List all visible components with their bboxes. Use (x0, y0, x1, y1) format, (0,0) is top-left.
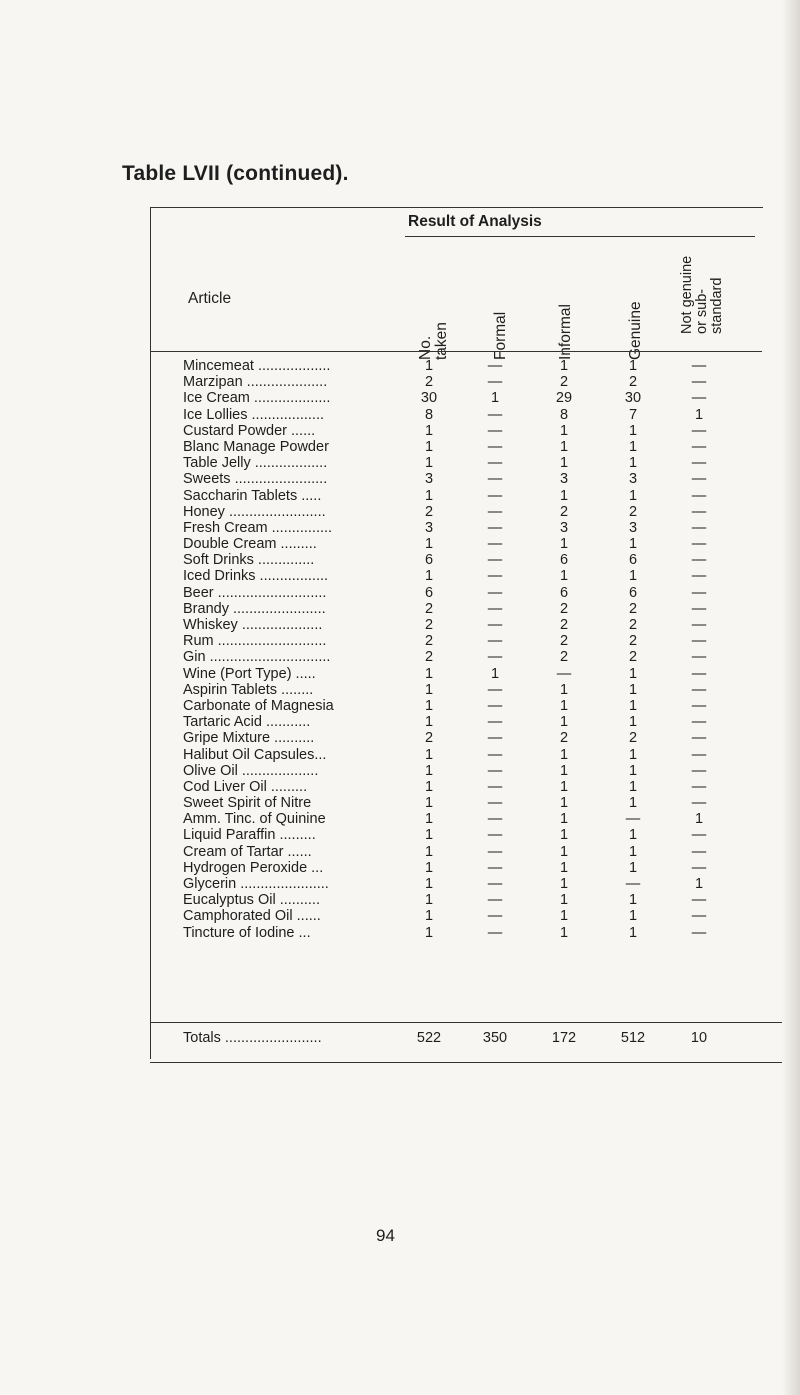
cell-formal: — (487, 584, 503, 601)
cell-formal: — (487, 795, 503, 812)
cell-informal: 1 (559, 811, 569, 828)
table-row (183, 698, 763, 714)
cell-formal: — (487, 358, 503, 374)
cell-genuine: 1 (628, 908, 638, 925)
article-name: Camphorated Oil ...... (183, 908, 321, 925)
table-row (183, 374, 763, 390)
totals-taken: 522 (416, 1030, 442, 1046)
cell-taken: 1 (424, 714, 434, 731)
article-name: Fresh Cream ............... (183, 519, 333, 536)
article-name: Blanc Manage Powder (183, 438, 329, 455)
cell-genuine: 1 (628, 892, 638, 909)
cell-genuine: 3 (628, 519, 638, 536)
totals-rule (150, 1022, 782, 1023)
cell-formal: — (487, 762, 503, 779)
totals-formal: 350 (482, 1030, 508, 1046)
table-row (183, 925, 763, 941)
cell-informal: 3 (559, 471, 569, 488)
table-row (183, 795, 763, 811)
cell-taken: 6 (424, 552, 434, 569)
cell-taken: 1 (424, 908, 434, 925)
cell-not-genuine: — (691, 584, 707, 601)
article-name: Hydrogen Peroxide ... (183, 859, 324, 876)
table-row (183, 585, 763, 601)
cell-informal: 1 (559, 714, 569, 731)
cell-informal: 2 (559, 617, 569, 633)
cell-informal: 1 (559, 843, 569, 860)
table-body (183, 358, 763, 941)
table-row (183, 649, 763, 665)
cell-formal: — (487, 649, 503, 666)
totals-not-genuine: 10 (690, 1030, 708, 1046)
cell-taken: 2 (424, 374, 434, 391)
table-row (183, 568, 763, 584)
cell-taken: 1 (424, 697, 434, 714)
table-row (183, 860, 763, 876)
cell-not-genuine: — (691, 649, 707, 666)
cell-not-genuine: — (691, 795, 707, 812)
cell-taken: 1 (424, 843, 434, 860)
cell-formal: — (487, 503, 503, 520)
table-row (183, 730, 763, 746)
cell-not-genuine: — (691, 843, 707, 860)
table-row (183, 439, 763, 455)
cell-informal: 1 (559, 924, 569, 941)
cell-informal: 1 (559, 762, 569, 779)
table-row (183, 488, 763, 504)
header-rule (150, 351, 762, 352)
cell-taken: 2 (424, 617, 434, 633)
cell-genuine: 1 (628, 487, 638, 504)
cell-informal: 1 (559, 438, 569, 455)
cell-not-genuine: — (691, 697, 707, 714)
article-name: Table Jelly .................. (183, 455, 328, 472)
cell-taken: 1 (424, 778, 434, 795)
cell-formal: — (487, 778, 503, 795)
cell-not-genuine: — (691, 859, 707, 876)
cell-not-genuine: 1 (694, 811, 704, 828)
cell-not-genuine: — (691, 552, 707, 569)
article-name: Brandy ....................... (183, 600, 326, 617)
cell-genuine: 2 (628, 374, 638, 391)
cell-genuine: 6 (628, 584, 638, 601)
article-name: Ice Lollies .................. (183, 406, 325, 423)
table-row (183, 504, 763, 520)
table-row (183, 601, 763, 617)
cell-taken: 1 (424, 795, 434, 812)
cell-taken: 2 (424, 649, 434, 666)
cell-formal: — (487, 422, 503, 439)
cell-genuine: 7 (628, 406, 638, 423)
cell-taken: 3 (424, 471, 434, 488)
cell-taken: 2 (424, 503, 434, 520)
cell-formal: — (487, 908, 503, 925)
cell-taken: 1 (424, 536, 434, 553)
totals-informal: 172 (551, 1030, 577, 1046)
cell-informal: 1 (559, 536, 569, 553)
cell-formal: — (487, 487, 503, 504)
cell-not-genuine: — (691, 924, 707, 941)
page-edge-shadow (782, 0, 800, 1395)
cell-genuine: 1 (628, 455, 638, 472)
cell-informal: 1 (559, 697, 569, 714)
cell-genuine: 1 (628, 681, 638, 698)
table-row (183, 455, 763, 471)
cell-not-genuine: — (691, 746, 707, 763)
cell-informal: 2 (559, 633, 569, 650)
cell-not-genuine: — (691, 471, 707, 488)
cell-informal: 6 (559, 584, 569, 601)
table-row (183, 779, 763, 795)
cell-not-genuine: — (691, 422, 707, 439)
cell-informal: 2 (559, 649, 569, 666)
table-row (183, 423, 763, 439)
cell-taken: 1 (424, 358, 434, 374)
table-row (183, 844, 763, 860)
table-row (183, 747, 763, 763)
cell-informal: 1 (559, 568, 569, 585)
cell-genuine: 1 (628, 859, 638, 876)
table-row (183, 876, 763, 892)
cell-formal: — (487, 374, 503, 391)
cell-not-genuine: — (691, 600, 707, 617)
no-taken-column-header: No. taken (417, 322, 450, 360)
cell-taken: 2 (424, 633, 434, 650)
cell-informal: 2 (559, 503, 569, 520)
cell-formal: — (487, 568, 503, 585)
cell-taken: 1 (424, 892, 434, 909)
cell-informal: 6 (559, 552, 569, 569)
cell-not-genuine: 1 (694, 406, 704, 423)
table-row (183, 763, 763, 779)
article-name: Cod Liver Oil ......... (183, 778, 308, 795)
table-row (183, 407, 763, 423)
cell-not-genuine: — (691, 438, 707, 455)
cell-genuine: — (625, 876, 641, 892)
cell-not-genuine: — (691, 536, 707, 553)
cell-taken: 6 (424, 584, 434, 601)
article-name: Eucalyptus Oil .......... (183, 892, 320, 909)
page-number: 94 (376, 1226, 395, 1245)
article-name: Glycerin ...................... (183, 876, 329, 892)
cell-formal: — (487, 438, 503, 455)
cell-genuine: 2 (628, 617, 638, 633)
cell-formal: — (487, 633, 503, 650)
cell-informal: 2 (559, 374, 569, 391)
cell-taken: 2 (424, 600, 434, 617)
cell-not-genuine: — (691, 503, 707, 520)
cell-taken: 1 (424, 665, 434, 682)
cell-formal: 1 (490, 390, 500, 407)
table-row (183, 682, 763, 698)
article-column-header: Article (188, 290, 232, 307)
cell-genuine: 1 (628, 422, 638, 439)
cell-formal: — (487, 892, 503, 909)
formal-column-header: Formal (492, 311, 509, 360)
cell-formal: — (487, 617, 503, 633)
cell-genuine: 2 (628, 649, 638, 666)
cell-genuine: 1 (628, 697, 638, 714)
table-row (183, 390, 763, 406)
totals-label: Totals ........................ (183, 1030, 322, 1046)
table-row (183, 633, 763, 649)
cell-formal: — (487, 552, 503, 569)
cell-not-genuine: — (691, 633, 707, 650)
cell-not-genuine: — (691, 455, 707, 472)
cell-taken: 1 (424, 438, 434, 455)
cell-informal: 1 (559, 487, 569, 504)
cell-not-genuine: — (691, 617, 707, 633)
cell-informal: 1 (559, 859, 569, 876)
cell-informal: 2 (559, 600, 569, 617)
cell-not-genuine: — (691, 519, 707, 536)
cell-genuine: 1 (628, 358, 638, 374)
cell-formal: — (487, 600, 503, 617)
cell-genuine: 1 (628, 924, 638, 941)
article-name: Halibut Oil Capsules... (183, 746, 327, 763)
table-row (183, 471, 763, 487)
cell-informal: 29 (555, 390, 573, 407)
cell-not-genuine: — (691, 730, 707, 747)
cell-formal: 1 (490, 665, 500, 682)
cell-genuine: 30 (624, 390, 642, 407)
cell-not-genuine: 1 (694, 876, 704, 892)
cell-informal: 2 (559, 730, 569, 747)
article-name: Tincture of Iodine ... (183, 924, 311, 941)
cell-genuine: 1 (628, 438, 638, 455)
article-name: Whiskey .................... (183, 617, 323, 633)
cell-genuine: 2 (628, 503, 638, 520)
cell-informal: 3 (559, 519, 569, 536)
cell-informal: 1 (559, 908, 569, 925)
cell-taken: 1 (424, 876, 434, 892)
cell-taken: 30 (420, 390, 438, 407)
article-name: Carbonate of Magnesia (183, 697, 334, 714)
cell-formal: — (487, 843, 503, 860)
cell-taken: 1 (424, 681, 434, 698)
cell-formal: — (487, 876, 503, 892)
cell-not-genuine: — (691, 358, 707, 374)
article-name: Gin .............................. (183, 649, 331, 666)
cell-taken: 1 (424, 568, 434, 585)
informal-column-header: Informal (557, 304, 574, 360)
article-name: Tartaric Acid ........... (183, 714, 311, 731)
cell-genuine: 6 (628, 552, 638, 569)
result-of-analysis-header: Result of Analysis (408, 213, 542, 230)
cell-taken: 1 (424, 455, 434, 472)
article-name: Sweets ....................... (183, 471, 328, 488)
article-name: Sweet Spirit of Nitre (183, 795, 312, 812)
table-row (183, 358, 763, 374)
genuine-column-header: Genuine (627, 301, 644, 360)
cell-not-genuine: — (691, 827, 707, 844)
cell-genuine: 2 (628, 600, 638, 617)
cell-formal: — (487, 455, 503, 472)
cell-genuine: 1 (628, 568, 638, 585)
cell-formal: — (487, 730, 503, 747)
article-name: Ice Cream ................... (183, 390, 331, 407)
cell-taken: 1 (424, 487, 434, 504)
cell-formal: — (487, 406, 503, 423)
table-row (183, 520, 763, 536)
article-name: Soft Drinks .............. (183, 552, 315, 569)
cell-taken: 1 (424, 924, 434, 941)
cell-formal: — (487, 827, 503, 844)
cell-not-genuine: — (691, 681, 707, 698)
cell-not-genuine: — (691, 762, 707, 779)
cell-not-genuine: — (691, 908, 707, 925)
totals-genuine: 512 (620, 1030, 646, 1046)
cell-formal: — (487, 471, 503, 488)
article-name: Liquid Paraffin ......... (183, 827, 316, 844)
cell-not-genuine: — (691, 665, 707, 682)
article-name: Aspirin Tablets ........ (183, 681, 314, 698)
article-name: Cream of Tartar ...... (183, 843, 312, 860)
cell-not-genuine: — (691, 374, 707, 391)
cell-taken: 1 (424, 746, 434, 763)
article-name: Double Cream ......... (183, 536, 317, 553)
cell-informal: 1 (559, 422, 569, 439)
article-name: Rum ........................... (183, 633, 327, 650)
article-name: Iced Drinks ................. (183, 568, 329, 585)
article-name: Gripe Mixture .......... (183, 730, 315, 747)
cell-informal: — (556, 665, 572, 682)
cell-not-genuine: — (691, 892, 707, 909)
cell-informal: 1 (559, 827, 569, 844)
cell-informal: 1 (559, 681, 569, 698)
cell-genuine: 2 (628, 730, 638, 747)
cell-informal: 1 (559, 455, 569, 472)
article-name: Honey ........................ (183, 503, 326, 520)
article-name: Beer ........................... (183, 584, 327, 601)
table-row (183, 536, 763, 552)
cell-genuine: 2 (628, 633, 638, 650)
cell-informal: 1 (559, 778, 569, 795)
not-genuine-column-header: Not genuine or sub- standard (679, 255, 725, 334)
cell-taken: 1 (424, 827, 434, 844)
cell-informal: 1 (559, 746, 569, 763)
article-name: Custard Powder ...... (183, 422, 316, 439)
table-row (183, 908, 763, 924)
article-name: Marzipan .................... (183, 374, 328, 391)
cell-genuine: 1 (628, 665, 638, 682)
cell-genuine: — (625, 811, 641, 828)
cell-not-genuine: — (691, 778, 707, 795)
cell-formal: — (487, 697, 503, 714)
article-name: Mincemeat .................. (183, 358, 331, 374)
cell-genuine: 1 (628, 762, 638, 779)
table-bottom-rule (150, 1062, 782, 1063)
cell-formal: — (487, 536, 503, 553)
cell-informal: 8 (559, 406, 569, 423)
cell-genuine: 1 (628, 778, 638, 795)
cell-taken: 1 (424, 859, 434, 876)
cell-taken: 2 (424, 730, 434, 747)
cell-not-genuine: — (691, 714, 707, 731)
cell-taken: 1 (424, 811, 434, 828)
cell-informal: 1 (559, 876, 569, 892)
cell-formal: — (487, 681, 503, 698)
cell-genuine: 1 (628, 536, 638, 553)
cell-taken: 1 (424, 422, 434, 439)
cell-taken: 8 (424, 406, 434, 423)
cell-informal: 1 (559, 795, 569, 812)
cell-genuine: 1 (628, 746, 638, 763)
cell-genuine: 1 (628, 843, 638, 860)
cell-formal: — (487, 924, 503, 941)
cell-taken: 1 (424, 762, 434, 779)
table-row (183, 827, 763, 843)
article-name: Olive Oil ................... (183, 762, 319, 779)
article-name: Wine (Port Type) ..... (183, 665, 316, 682)
cell-not-genuine: — (691, 390, 707, 407)
table-row (183, 617, 763, 633)
cell-informal: 1 (559, 358, 569, 374)
cell-formal: — (487, 859, 503, 876)
cell-taken: 3 (424, 519, 434, 536)
cell-genuine: 1 (628, 827, 638, 844)
cell-informal: 1 (559, 892, 569, 909)
totals-row (183, 1030, 763, 1048)
cell-formal: — (487, 519, 503, 536)
cell-genuine: 3 (628, 471, 638, 488)
table-row (183, 811, 763, 827)
article-name: Amm. Tinc. of Quinine (183, 811, 326, 828)
cell-not-genuine: — (691, 487, 707, 504)
cell-not-genuine: — (691, 568, 707, 585)
cell-formal: — (487, 746, 503, 763)
article-name: Saccharin Tablets ..... (183, 487, 322, 504)
table-title: Table LVII (continued). (122, 162, 349, 185)
table-row (183, 552, 763, 568)
cell-formal: — (487, 811, 503, 828)
cell-formal: — (487, 714, 503, 731)
table-row (183, 714, 763, 730)
table-row (183, 892, 763, 908)
table-row (183, 666, 763, 682)
cell-genuine: 1 (628, 795, 638, 812)
cell-genuine: 1 (628, 714, 638, 731)
